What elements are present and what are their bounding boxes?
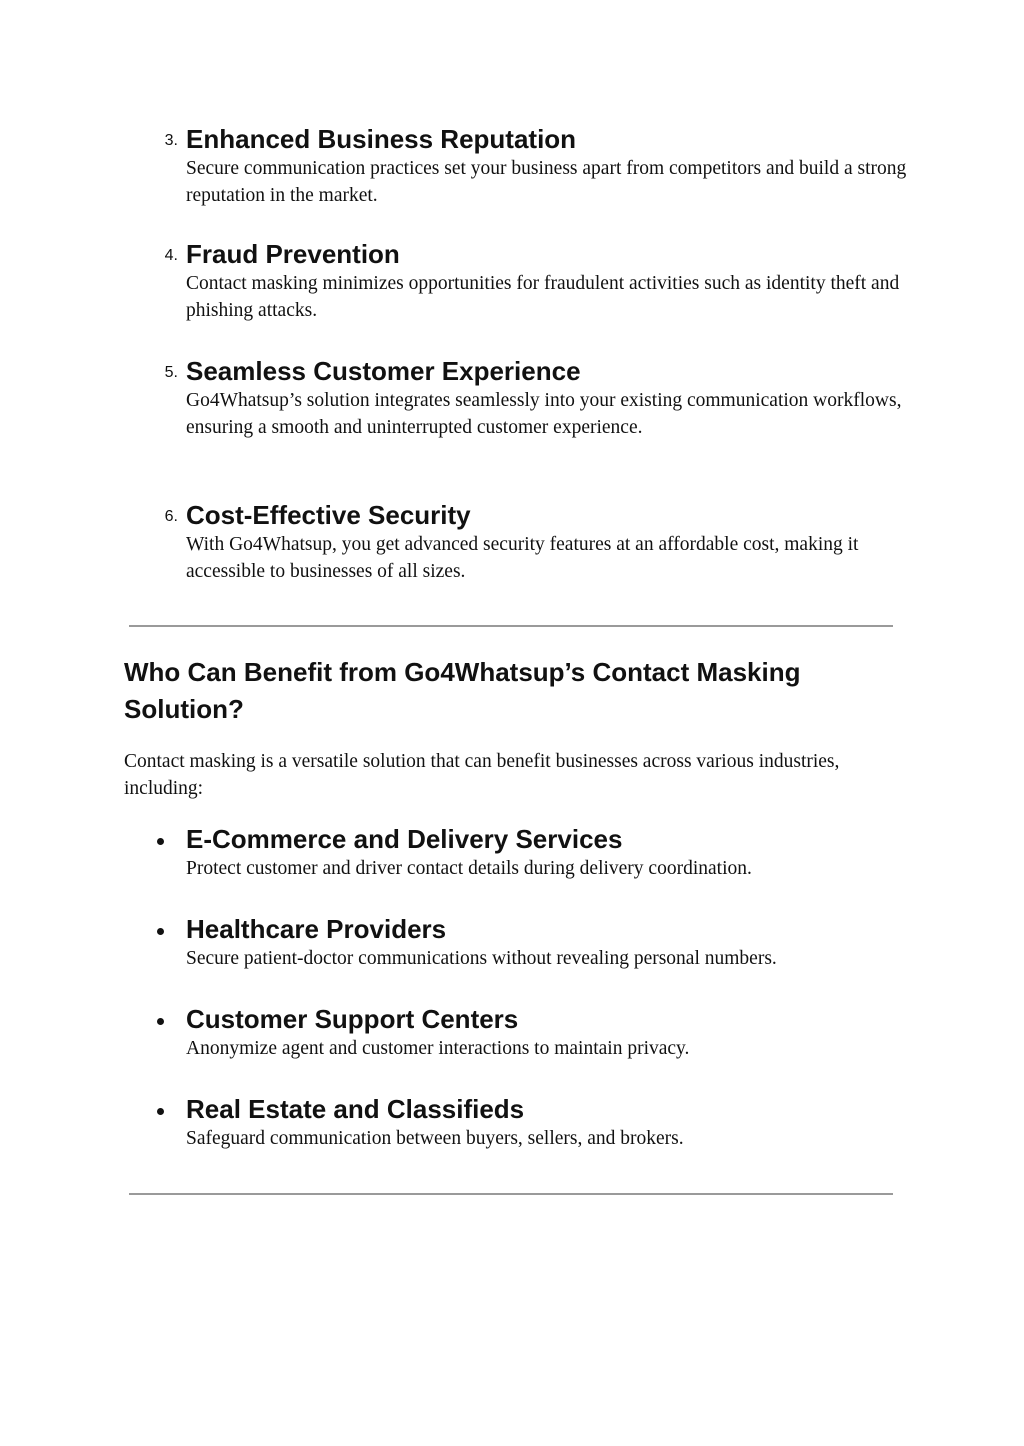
list-number: 5. [164,364,178,381]
section-heading: Who Can Benefit from Go4Whatsup’s Contact Masking Solution? [124,657,801,724]
industry-title: Real Estate and Classifieds [186,1094,525,1124]
industry-item-ecommerce [186,823,916,882]
industry-title: Healthcare Providers [186,914,447,944]
industry-title: E-Commerce and Delivery Services [186,824,623,854]
benefit-title: Enhanced Business Reputation [186,124,577,154]
list-number: 4. [164,247,178,264]
list-number: 3. [164,132,178,149]
section-divider [129,625,893,627]
industry-description: Secure patient-doctor communications without revealing personal numbers. [186,948,777,969]
bullet-icon [154,1018,178,1030]
industry-item-customer-support [186,1003,916,1062]
industry-description: Safeguard communication between buyers, sellers, and brokers. [186,1128,684,1149]
industry-item-real-estate [186,1093,916,1152]
benefit-title: Seamless Customer Experience [186,356,581,386]
benefit-item-enhanced-business-reputation [164,123,916,209]
industry-item-healthcare [186,913,916,972]
section-divider [129,1193,893,1195]
industry-title: Customer Support Centers [186,1004,519,1034]
industry-description: Anonymize agent and customer interactions to maintain privacy. [186,1038,690,1059]
benefit-description: Secure communication practices set your business apart from competitors and build a strong reputation in the market. [186,158,907,206]
bullet-icon [154,838,178,850]
bullet-icon [154,1108,178,1120]
benefit-title: Cost-Effective Security [186,500,471,530]
benefit-item-seamless-customer-experience [164,355,916,441]
benefit-title: Fraud Prevention [186,239,400,269]
bullet-icon [154,928,178,940]
section-intro: Contact masking is a versatile solution that can benefit businesses across various industries, including: [124,751,840,799]
industry-description: Protect customer and driver contact details during delivery coordination. [186,858,752,879]
list-number: 6. [164,508,178,525]
benefit-description: Go4Whatsup’s solution integrates seamlessly into your existing communication workflows, ensuring a smooth and uninterrupted customer experience. [186,390,902,438]
benefit-item-fraud-prevention [164,238,916,324]
benefit-description: Contact masking minimizes opportunities for fraudulent activities such as identity theft and phishing attacks. [186,273,900,321]
benefit-item-cost-effective-security [164,499,916,585]
benefit-description: With Go4Whatsup, you get advanced security features at an affordable cost, making it accessible to businesses of all sizes. [186,534,859,582]
